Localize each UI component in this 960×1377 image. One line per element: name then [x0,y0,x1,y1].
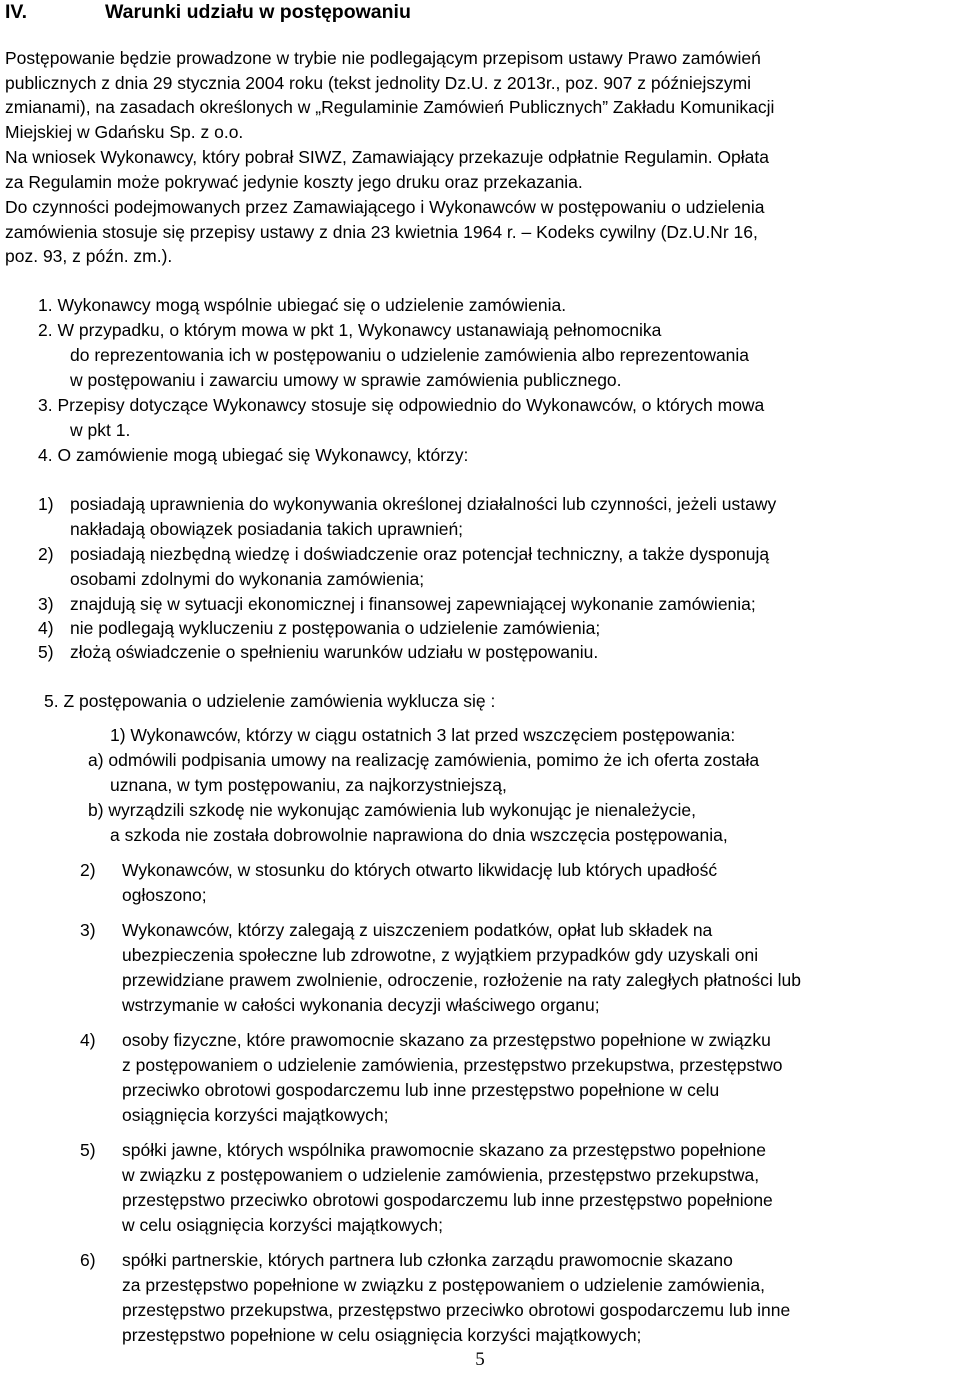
section-heading [5,0,411,26]
exclusion-item-text: w związku z postępowaniem o udzielenie zamówienia, przestępstwo przekupstwa, [122,1165,760,1185]
exclusion-item-text: wstrzymanie w całości wykonania decyzji właściwego organu; [122,995,600,1015]
exclusion-item-number: 3) [80,920,96,940]
paragraph-line: za Regulamin może pokrywać jedynie koszty jego druku oraz przekazania. [5,171,583,192]
exclusion-item-number: 2) [80,860,96,880]
condition-text: znajdują się w sytuacji ekonomicznej i finansowej zapewniającej wykonanie zamówienia; [70,594,756,614]
exclusion-item-text: przestępstwo przeciwko obrotowi gospodarczemu lub inne przestępstwo popełnione [122,1190,773,1210]
section-title: Warunki udziału w postępowaniu [105,1,411,23]
intro-paragraph [5,46,955,144]
item-text: do reprezentowania ich w postępowaniu o udzielenie zamówienia albo reprezentowania [70,345,750,365]
exclusion-item-text: przestępstwo popełnione w celu osiągnięcia korzyści majątkowych; [122,1325,642,1345]
exclusion-item-text: osiągnięcia korzyści majątkowych; [122,1105,389,1125]
paragraph-line: zmianami), na zasadach określonych w „Regulaminie Zamówień Publicznych” Zakładu Komunikacji [5,97,775,118]
exclusion-item-text: ubezpieczenia społeczne lub zdrowotne, z wyjątkiem przypadków gdy uzyskali oni [122,945,759,965]
exclusion-subitem-b-cont: a szkoda nie została dobrowolnie naprawiona do dnia wszczęcia postępowania, [110,825,728,845]
item-number: 1. [38,295,53,315]
exclusion-item-text: przestępstwo przekupstwa, przestępstwo przeciwko obrotowi gospodarczemu lub inne [122,1300,791,1320]
exclusion-item-text: w celu osiągnięcia korzyści majątkowych; [122,1215,443,1235]
condition-number: 3) [38,594,54,614]
paragraph-line: Postępowanie będzie prowadzone w trybie nie podlegającym przepisom ustawy Prawo zamówień [5,48,761,68]
numbered-item [38,443,468,468]
item-text: W przypadku, o którym mowa w pkt 1, Wykonawcy ustanawiają pełnomocnika [57,320,662,340]
exclusion-item-text: ogłoszono; [122,885,207,905]
exclusion-heading: 5. Z postępowania o udzielenie zamówienia wyklucza się : [44,691,496,711]
condition-number: 4) [38,618,54,638]
paragraph-line: Do czynności podejmowanych przez Zamawiającego i Wykonawców w postępowaniu o udzielenia [5,197,765,217]
numbered-item [38,318,661,343]
item-text: w postępowaniu i zawarciu umowy w sprawie zamówienia publicznego. [70,370,622,390]
civil-code-paragraph [5,195,955,269]
fee-paragraph [5,145,955,194]
item-text: O zamówienie mogą ubiegać się Wykonawcy, którzy: [57,445,469,465]
paragraph-line: Miejskiej w Gdańsku Sp. z o.o. [5,121,244,142]
exclusion-item-text: spółki partnerskie, których partnera lub członka zarządu prawomocnie skazano [122,1250,733,1270]
condition-text: posiadają uprawnienia do wykonywania określonej działalności lub czynności, jeżeli ustawy [70,494,777,514]
exclusion-item-text: osoby fizyczne, które prawomocnie skazano za przestępstwo popełnione w związku [122,1030,771,1050]
exclusion-subitem-a-cont: uznana, w tym postępowaniu, za najkorzystniejszą, [110,775,507,795]
paragraph-line: Na wniosek Wykonawcy, który pobrał SIWZ, Zamawiający przekazuje odpłatnie Regulamin. Opłata [5,147,770,167]
condition-text: nie podlegają wykluczeniu z postępowania o udzielenie zamówienia; [70,618,601,638]
exclusion-subitem-b: b) wyrządzili szkodę nie wykonując zamówienia lub wykonując je nienależycie, [88,800,696,820]
paragraph-line: poz. 93, z późn. zm.). [5,246,173,267]
paragraph-line: publicznych z dnia 29 stycznia 2004 roku (tekst jednolity Dz.U. z 2013r., poz. 907 z późniejszymi [5,72,752,93]
exclusion-item-text: z postępowaniem o udzielenie zamówienia, przestępstwo przekupstwa, przestępstwo [122,1055,783,1075]
exclusion-item-text: Wykonawców, którzy zalegają z uiszczeniem podatków, opłat lub składek na [122,920,713,940]
paragraph-line: zamówienia stosuje się przepisy ustawy z dnia 23 kwietnia 1964 r. – Kodeks cywilny (Dz.U.Nr 16, [5,221,758,242]
condition-text: posiadają niezbędną wiedzę i doświadczenie oraz potencjał techniczny, a także dysponują [70,544,770,564]
exclusion-item-number: 5) [80,1140,96,1160]
exclusion-item-number: 4) [80,1030,96,1050]
item-text: Wykonawcy mogą wspólnie ubiegać się o udzielenie zamówienia. [57,295,567,315]
condition-number: 5) [38,642,54,662]
exclusion-item-number: 6) [80,1250,96,1270]
exclusion-item-text: przeciwko obrotowi gospodarczemu lub inne przestępstwo popełnione w celu [122,1080,720,1100]
exclusion-item-text: spółki jawne, których wspólnika prawomocnie skazano za przestępstwo popełnione [122,1140,766,1160]
exclusion-item-text: przewidziane prawem zwolnienie, odroczenie, rozłożenie na raty zaległych płatności lub [122,970,801,990]
exclusion-item-text: Wykonawców, w stosunku do których otwarto likwidację lub których upadłość [122,860,718,880]
condition-text: nakładają obowiązek posiadania takich uprawnień; [70,519,464,539]
numbered-item [38,393,764,418]
item-number: 2. [38,320,53,340]
exclusion-item-text: za przestępstwo popełnione w związku z postępowaniem o udzielenie zamówienia, [122,1275,765,1295]
exclusion-subheading: 1) Wykonawców, którzy w ciągu ostatnich 3 lat przed wszczęciem postępowania: [110,725,736,745]
numbered-item [38,293,566,318]
condition-number: 2) [38,544,54,564]
condition-text: złożą oświadczenie o spełnieniu warunków udziału w postępowaniu. [70,642,599,662]
item-number: 4. [38,445,53,465]
section-number: IV. [5,1,28,23]
condition-text: osobami zdolnymi do wykonania zamówienia; [70,569,425,589]
page-number: 5 [475,1349,485,1370]
item-text: w pkt 1. [70,420,131,440]
condition-number: 1) [38,494,54,514]
exclusion-subitem-a: a) odmówili podpisania umowy na realizację zamówienia, pomimo że ich oferta została [88,750,760,770]
item-number: 3. [38,395,53,415]
item-text: Przepisy dotyczące Wykonawcy stosuje się odpowiednio do Wykonawców, o których mowa [57,395,765,415]
